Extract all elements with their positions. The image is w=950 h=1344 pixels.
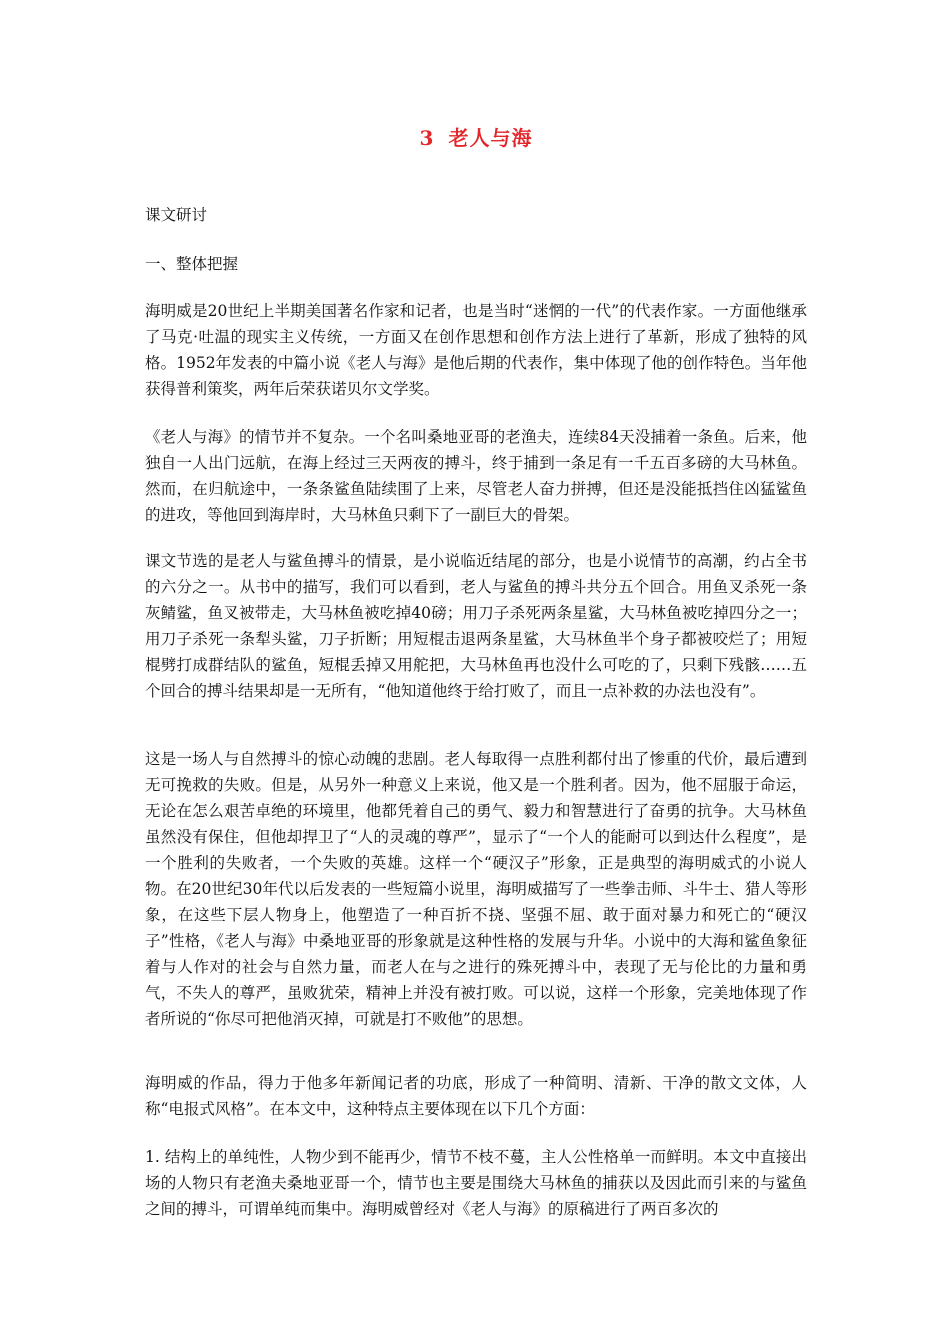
document-title — [145, 122, 807, 151]
title-text: 老人与海 — [448, 126, 533, 150]
title-number: 3 — [419, 126, 435, 150]
paragraph-1: 海明威是20世纪上半期美国著名作家和记者，也是当时“迷惘的一代”的代表作家。一方面他继承了马克·吐温的现实主义传统，一方面又在创作思想和创作方法上进行了革新，形成了独特的风格。1952年发表的中篇小说《老人与海》是他后期的代表作，集中体现了他的创作特色。当年他获得普利策奖，两年后荣获诺贝尔文学奖。 — [145, 302, 807, 398]
section-heading: 课文研讨 — [145, 206, 208, 224]
paragraph-4: 这是一场人与自然搏斗的惊心动魄的悲剧。老人每取得一点胜利都付出了惨重的代价，最后遭到无可挽救的失败。但是，从另外一种意义上来说，他又是一个胜利者。因为，他不屈服于命运，无论在怎么艰苦卓绝的环境里，他都凭着自己的勇气、毅力和智慧进行了奋勇的抗争。大马林鱼虽然没有保住，但他却捍卫了“人的灵魂的尊严”，显示了“一个人的能耐可以到达什么程度”，是一个胜利的失败者，一个失败的英雄。这样一个“硬汉子”形象，正是典型的海明威式的小说人物。在20世纪30年代以后发表的一些短篇小说里，海明威描写了一些拳击师、斗牛士、猎人等形象，在这些下层人物身上，他塑造了一种百折不挠、坚强不屈、敢于面对暴力和死亡的“硬汉子”性格，《老人与海》中桑地亚哥的形象就是这种性格的发展与升华。小说中的大海和鲨鱼象征着与人作对的社会与自然力量，而老人在与之进行的殊死搏斗中，表现了无与伦比的力量和勇气，不失人的尊严，虽败犹荣，精神上并没有被打败。可以说，这样一个形象，完美地体现了作者所说的“你尽可把他消灭掉，可就是打不败他”的思想。 — [145, 750, 807, 1028]
paragraph-3: 课文节选的是老人与鲨鱼搏斗的情景，是小说临近结尾的部分，也是小说情节的高潮，约占全书的六分之一。从书中的描写，我们可以看到，老人与鲨鱼的搏斗共分五个回合。用鱼叉杀死一条灰鲭鲨，鱼叉被带走，大马林鱼被吃掉40磅；用刀子杀死两条星鲨，大马林鱼被吃掉四分之一；用刀子杀死一条犁头鲨，刀子折断；用短棍击退两条星鲨，大马林鱼半个身子都被咬烂了；用短棍劈打成群结队的鲨鱼，短棍丢掉又用舵把，大马林鱼再也没什么可吃的了，只剩下残骸……五个回合的搏斗结果却是一无所有，“他知道他终于给打败了，而且一点补救的办法也没有”。 — [145, 552, 807, 700]
paragraph-2: 《老人与海》的情节并不复杂。一个名叫桑地亚哥的老渔夫，连续84天没捕着一条鱼。后来，他独自一人出门远航，在海上经过三天两夜的搏斗，终于捕到一条足有一千五百多磅的大马林鱼。然而，在归航途中，一条条鲨鱼陆续围了上来，尽管老人奋力拼搏，但还是没能抵挡住凶猛鲨鱼的进攻，等他回到海岸时，大马林鱼只剩下了一副巨大的骨架。 — [145, 428, 807, 524]
paragraph-5: 海明威的作品，得力于他多年新闻记者的功底，形成了一种简明、清新、干净的散文文体，人称“电报式风格”。在本文中，这种特点主要体现在以下几个方面： — [145, 1074, 807, 1118]
paragraph-6: 1. 结构上的单纯性，人物少到不能再少，情节不枝不蔓，主人公性格单一而鲜明。本文中直接出场的人物只有老渔夫桑地亚哥一个，情节也主要是围绕大马林鱼的捕获以及因此而引来的与鲨鱼之间的搏斗，可谓单纯而集中。海明威曾经对《老人与海》的原稿进行了两百多次的 — [145, 1148, 807, 1218]
subsection-heading: 一、整体把握 — [145, 255, 239, 273]
